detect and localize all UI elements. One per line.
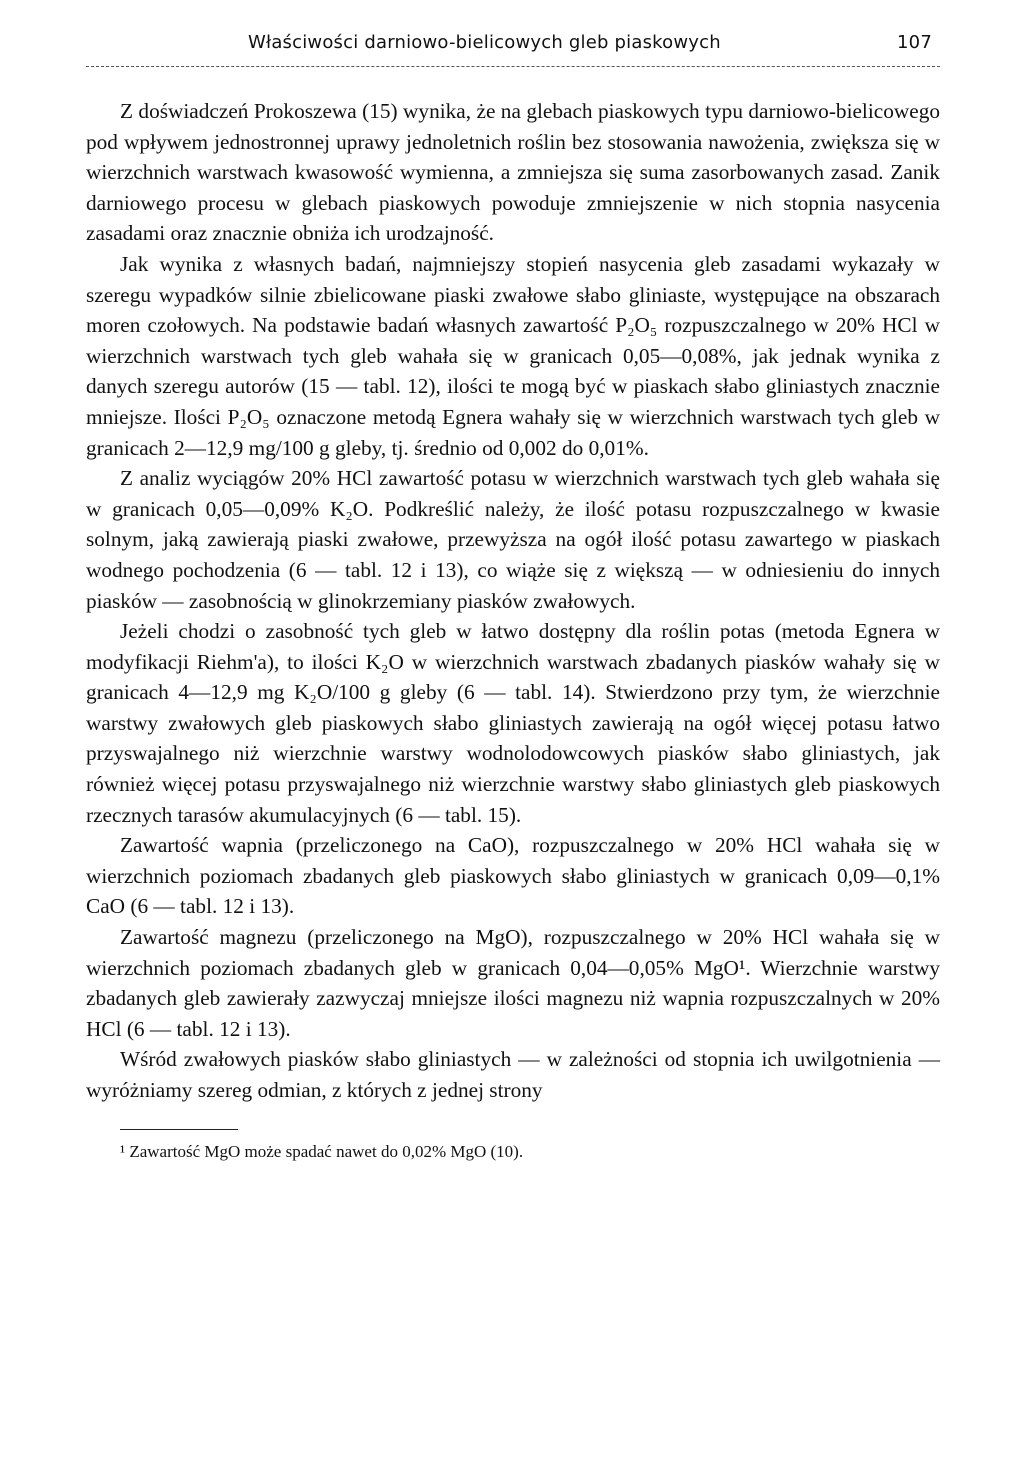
paragraph-5: Zawartość wapnia (przeliczonego na CaO), rozpuszczalnego w 20% HCl wahała się w wierzchnich poziomach zbadanych gleb piaskowych słabo gliniastych w granicach 0,09—0,1% CaO (6 — tabl. 12 i 13). xyxy=(86,833,940,919)
body-text xyxy=(86,96,940,1106)
page xyxy=(86,30,940,1164)
paragraph-3: Z analiz wyciągów 20% HCl zawartość potasu w wierzchnich warstwach tych gleb wahała się w granicach 0,05—0,09% K₂O. Podkreślić należy, że ilość potasu rozpuszczalnego w kwasie solnym, jaką zawierają piaski zwałowe, przewyższa na ogół ilość potasu zawartego w piaskach wodnego pochodzenia (6 — tabl. 12 i 13), co wiąże się z większą — w odniesieniu do innych piasków — zasobnością w glinokrzemiany piasków zwałowych. xyxy=(86,466,940,613)
paragraph-7: Wśród zwałowych piasków słabo gliniastych — w zależności od stopnia ich uwilgotnienia — wyróżniamy szereg odmian, z których z jednej strony xyxy=(86,1047,940,1102)
running-title: Właściwości darniowo-bielicowych gleb piaskowych xyxy=(248,32,721,53)
paragraph-1: Z doświadczeń Prokoszewa (15) wynika, że na glebach piaskowych typu darniowo-bielicowego pod wpływem jednostronnej uprawy jednoletnich roślin bez stosowania nawożenia, zwiększa się w wierzchnich warstwach kwasowość wymienna, a zmniejsza się suma zasorbowanych zasad. Zanik darniowego procesu w glebach piaskowych powoduje zmniejszenie w nich stopnia nasycenia zasadami oraz znacznie obniża ich urodzajność. xyxy=(86,99,940,246)
paragraph-6: Zawartość magnezu (przeliczonego na MgO), rozpuszczalnego w 20% HCl wahała się w wierzchnich poziomach zbadanych gleb w granicach 0,04—0,05% MgO¹. Wierzchnie warstwy zbadanych gleb zawierały zazwyczaj mniejsze ilości magnezu niż wapnia rozpuszczalnych w 20% HCl (6 — tabl. 12 i 13). xyxy=(86,925,940,1041)
header-rule xyxy=(86,66,940,67)
paragraph-2: Jak wynika z własnych badań, najmniejszy stopień nasycenia gleb zasadami wykazały w szeregu wypadków silnie zbielicowane piaski zwałowe słabo gliniaste, występujące na obszarach moren czołowych. Na podstawie badań własnych zawartość P₂O₅ rozpuszczalnego w 20% HCl w wierzchnich warstwach tych gleb wahała się w granicach 0,05—0,08%, jak jednak wynika z danych szeregu autorów (15 — tabl. 12), ilości te mogą być w piaskach słabo gliniastych znacznie mniejsze. Ilości P₂O₅ oznaczone metodą Egnera wahały się w wierzchnich warstwach tych gleb w granicach 2—12,9 mg/100 g gleby, tj. średnio od 0,002 do 0,01%. xyxy=(86,251,940,460)
paragraph-4: Jeżeli chodzi o zasobność tych gleb w łatwo dostępny dla roślin potas (metoda Egnera w modyfikacji Riehm'a), to ilości K₂O w wierzchnich warstwach zbadanych piasków wahały się w granicach 4—12,9 mg K₂O/100 g gleby (6 — tabl. 14). Stwierdzono przy tym, że wierzchnie warstwy zwałowych gleb piaskowych słabo gliniastych zawierają na ogół więcej potasu łatwo przyswajalnego niż wierzchnie warstwy wodnolodowcowych piasków słabo gliniastych, jak również więcej potasu przyswajalnego niż wierzchnie warstwy słabo gliniastych gleb piaskowych rzecznych tarasów akumulacyjnych (6 — tabl. 15). xyxy=(86,619,940,827)
footnote: ¹ Zawartość MgO może spadać nawet do 0,02% MgO (10). xyxy=(120,1141,524,1161)
footnote-rule xyxy=(120,1129,238,1130)
page-number: 107 xyxy=(897,32,932,53)
running-head xyxy=(86,30,940,64)
